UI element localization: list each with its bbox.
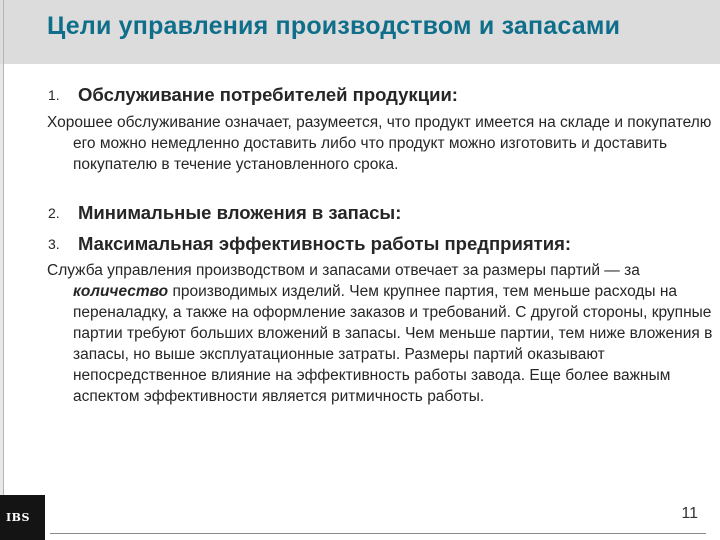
list-number: 3. (48, 236, 60, 252)
slide-title: Цели управления производством и запасами (47, 12, 621, 40)
list-item-3 (48, 233, 571, 255)
ibs-logo (0, 495, 45, 540)
paragraph-efficiency (47, 260, 720, 407)
page-number: 11 (681, 505, 698, 522)
list-number: 2. (48, 205, 60, 221)
footer-rule (50, 533, 706, 534)
paragraph-part: производимых изделий. Чем крупнее партия, тем меньше расходы на переналадку, а также на оформление заказов и требований. С другой стороны, крупные партии требуют больших вложений в запасы. Чем меньше партии, тем ниже вложения в запасы, но выше эксплуатационные затраты. Размеры партий оказывают непосредственное влияние на эффективность работы завода. Еще более важным аспектом эффективности является ритмичность работы. (73, 283, 713, 405)
paragraph-emphasis: количество (73, 283, 169, 300)
list-item-2 (48, 202, 401, 224)
list-heading: Максимальная эффективность работы предприятия: (78, 233, 572, 254)
paragraph-part: Служба управления производством и запасами отвечает за размеры партий — за (47, 262, 640, 279)
list-heading: Минимальные вложения в запасы: (78, 202, 402, 223)
left-rule (3, 0, 4, 540)
list-heading: Обслуживание потребителей продукции: (78, 84, 458, 105)
list-number: 1. (48, 87, 60, 103)
paragraph-service: Хорошее обслуживание означает, разумеется, что продукт имеется на складе и покупателю его можно немедленно доставить либо что продукт можно изготовить и доставить покупателю в течение установленного срока. (47, 114, 712, 173)
logo-text: IBS (6, 511, 30, 524)
list-item-1 (48, 84, 458, 106)
